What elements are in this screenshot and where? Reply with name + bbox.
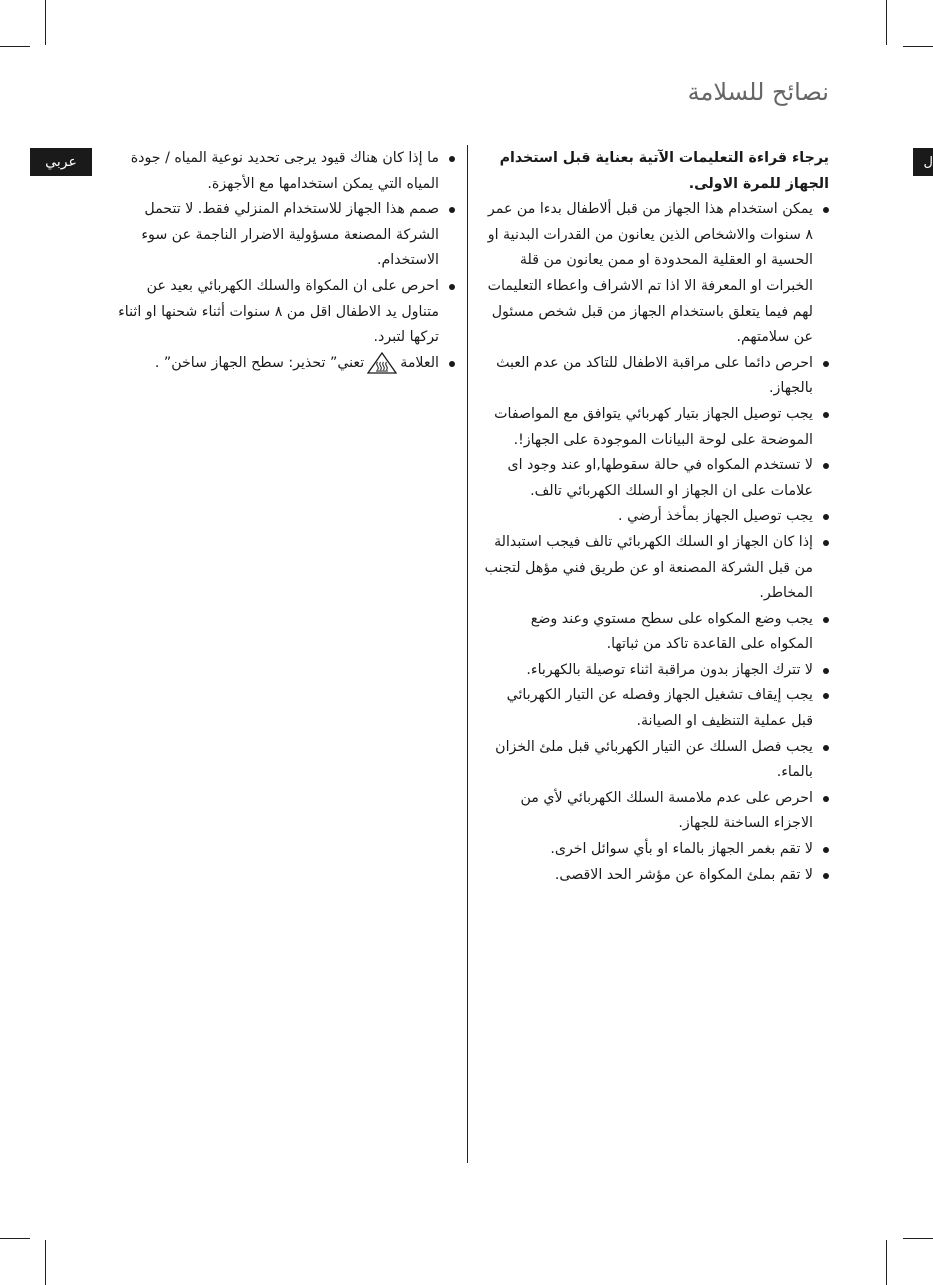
list-item <box>484 786 829 837</box>
bullet-icon <box>823 361 829 367</box>
list-item <box>484 658 829 684</box>
list-item <box>484 504 829 530</box>
left-column <box>110 146 455 376</box>
list-item <box>484 837 829 863</box>
list-item <box>484 530 829 607</box>
safety-list-left <box>110 146 455 376</box>
bullet-icon <box>823 207 829 213</box>
bullet-icon <box>823 412 829 418</box>
symbol-note-prefix: العلامة <box>400 354 439 371</box>
list-item <box>110 274 455 351</box>
list-item <box>484 453 829 504</box>
bullet-icon <box>823 463 829 469</box>
safety-list-right <box>484 197 829 888</box>
list-item-text: يجب فصل السلك عن التيار الكهربائي قبل ملئ الخزان بالماء. <box>495 738 813 781</box>
bullet-icon <box>823 847 829 853</box>
list-item-text: يجب توصيل الجهاز بمأخذ أرضي . <box>618 508 813 525</box>
column-divider <box>467 145 468 1163</box>
list-item <box>484 197 829 351</box>
list-item-text: يجب إيقاف تشغيل الجهاز وفصله عن التيار الكهربائي قبل عملية التنظيف او الصيانة. <box>506 687 813 730</box>
list-item-text: يمكن استخدام هذا الجهاز من قبل ألاطفال بدءا من عمر ٨ سنوات والاشخاص الذين يعانون من القدرات البدنية او الحسية او العقلية المحدودة او ممن يعانون من قلة الخبرات او المعرفة الا اذا تم الاشراف واعطاء التعليمات لهم فيما يتعلق باستخدام الجهاز من قبل شخص مسئول عن سلامتهم. <box>487 201 813 346</box>
list-item-text: لا تقم بغمر الجهاز بالماء او بأي سوائل اخرى. <box>550 841 813 858</box>
symbol-note-suffix: تعني” تحذير: سطح الجهاز ساخن” . <box>154 354 365 371</box>
list-item-text: لا تستخدم المكواه في حالة سقوطها,او عند وجود اى علامات على ان الجهاز او السلك الكهربائي تالف. <box>507 457 813 499</box>
hot-surface-warning-icon <box>367 352 397 374</box>
edge-language-tab <box>913 148 933 176</box>
list-item-text: لا تترك الجهاز بدون مراقبة اثناء توصيلة بالكهرباء. <box>526 661 813 678</box>
bullet-icon <box>823 514 829 520</box>
list-item-text: احرص على عدم ملامسة السلك الكهربائي لأي من الاجزاء الساخنة للجهاز. <box>520 789 813 832</box>
bullet-icon <box>823 745 829 751</box>
bullet-icon <box>823 873 829 879</box>
crop-mark <box>45 0 46 45</box>
list-item <box>484 683 829 734</box>
crop-mark <box>0 1238 30 1239</box>
bullet-icon <box>449 207 455 213</box>
page-title: نصائح للسلامة <box>687 78 829 106</box>
list-item <box>484 863 829 889</box>
bullet-icon <box>823 617 829 623</box>
bullet-icon <box>823 668 829 674</box>
bullet-icon <box>449 284 455 290</box>
list-item <box>484 351 829 402</box>
language-tab: عربي <box>30 148 92 176</box>
crop-mark <box>886 1240 887 1285</box>
list-item-text: إذا كان الجهاز او السلك الكهربائي تالف فيجب استبدالة من قبل الشركة المصنعة او عن طريق فني مؤهل لتجنب المخاطر. <box>484 533 813 602</box>
crop-mark <box>0 46 30 47</box>
list-item <box>110 146 455 197</box>
bullet-icon <box>449 361 455 367</box>
list-item <box>110 197 455 274</box>
list-item-text: ما إذا كان هناك قيود يرجى تحديد نوعية المياه / جودة المياه التي يمكن استخدامها مع الأجهزة. <box>130 150 439 192</box>
intro-text: يرجاء قراءة التعليمات الآتية بعناية قبل استخدام الجهاز للمرة الاولى. <box>499 150 829 192</box>
right-column <box>484 146 829 888</box>
edge-tab-label: ل <box>923 154 933 170</box>
bullet-icon <box>823 796 829 802</box>
list-item-text: لا تقم بملئ المكواة عن مؤشر الحد الاقصى. <box>554 866 813 883</box>
list-item <box>484 607 829 658</box>
list-item-text: صمم هذا الجهاز للاستخدام المنزلي فقط. لا تتحمل الشركة المصنعة مسؤولية الاضرار الناجمة عن سوء الاستخدام. <box>141 201 439 269</box>
list-item <box>484 735 829 786</box>
bullet-icon <box>823 540 829 546</box>
crop-mark <box>903 1238 933 1239</box>
list-item-text: احرص على ان المكواة والسلك الكهربائي بعيد عن متناول يد الاطفال اقل من ٨ سنوات أثناء شحنها او اثناء تركها لتبرد. <box>118 277 439 346</box>
bullet-icon <box>449 156 455 162</box>
list-item <box>110 351 455 377</box>
list-item-text: يجب توصيل الجهاز بتيار كهربائي يتوافق مع المواصفات الموضحة على لوحة البيانات الموجودة على الجهاز!. <box>494 405 813 448</box>
list-item <box>484 402 829 453</box>
list-item-text: احرص دائما على مراقبة الاطفال للتاكد من عدم العبث بالجهاز. <box>496 354 813 397</box>
crop-mark <box>45 1240 46 1285</box>
crop-mark <box>886 0 887 45</box>
crop-mark <box>903 46 933 47</box>
list-item-text: يجب وضع المكواه على سطح مستوي وعند وضع المكواه على القاعدة تاكد من ثباتها. <box>530 610 813 653</box>
bullet-icon <box>823 693 829 699</box>
